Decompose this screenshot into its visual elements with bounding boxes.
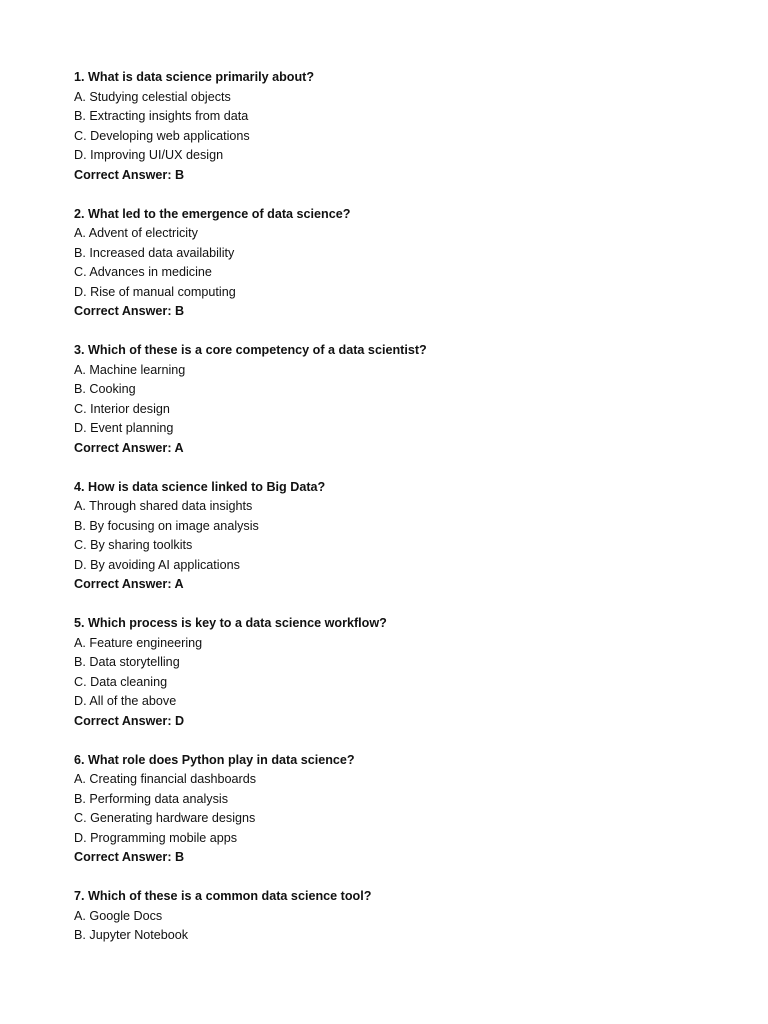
correct-answer: Correct Answer: B (74, 850, 185, 864)
answer-option: B. By focusing on image analysis (74, 518, 259, 533)
answer-option: A. Creating financial dashboards (74, 772, 257, 786)
question-text: 1. What is data science primarily about? (74, 70, 315, 84)
answer-option: C. Data cleaning (74, 674, 168, 689)
question-block (74, 751, 714, 868)
answer-option: A. Studying celestial objects (74, 89, 231, 104)
answer-option: C. Advances in medicine (74, 265, 212, 279)
answer-option: D. Improving UI/UX design (74, 148, 224, 162)
answer-option: C. By sharing toolkits (74, 538, 193, 552)
question-text: 5. Which process is key to a data science workflow? (74, 616, 387, 630)
question-block (74, 341, 714, 458)
answer-option: C. Interior design (74, 401, 170, 416)
answer-option: B. Increased data availability (74, 245, 235, 260)
question-text: 4. How is data science linked to Big Data? (74, 479, 326, 494)
answer-option: A. Machine learning (74, 362, 186, 377)
answer-option: C. Generating hardware designs (74, 811, 256, 825)
answer-option: D. Event planning (74, 421, 174, 435)
answer-option: D. All of the above (74, 694, 177, 708)
correct-answer: Correct Answer: D (74, 713, 185, 728)
question-text: 3. Which of these is a core competency of a data scientist? (74, 343, 427, 357)
question-text: 7. Which of these is a common data science tool? (74, 889, 372, 903)
question-block (74, 887, 714, 946)
answer-option: A. Through shared data insights (74, 499, 253, 513)
answer-option: C. Developing web applications (74, 128, 250, 143)
answer-option: B. Performing data analysis (74, 791, 228, 806)
question-block (74, 614, 714, 731)
answer-option: D. Programming mobile apps (74, 830, 238, 845)
answer-option: A. Advent of electricity (74, 226, 198, 240)
answer-option: D. Rise of manual computing (74, 284, 236, 299)
correct-answer: Correct Answer: B (74, 304, 185, 318)
question-block (74, 478, 714, 595)
answer-option: A. Feature engineering (74, 635, 203, 650)
answer-option: B. Data storytelling (74, 655, 180, 669)
question-text: 2. What led to the emergence of data science? (74, 206, 351, 221)
answer-option: B. Cooking (74, 382, 136, 396)
document-page (74, 68, 714, 965)
answer-option: B. Jupyter Notebook (74, 928, 189, 942)
answer-option: A. Google Docs (74, 908, 163, 923)
answer-option: B. Extracting insights from data (74, 109, 249, 123)
answer-option: D. By avoiding AI applications (74, 557, 240, 572)
question-text: 6. What role does Python play in data science? (74, 752, 355, 767)
correct-answer: Correct Answer: A (74, 577, 184, 591)
question-block (74, 68, 714, 185)
correct-answer: Correct Answer: B (74, 167, 185, 182)
correct-answer: Correct Answer: A (74, 440, 184, 455)
question-block (74, 205, 714, 322)
